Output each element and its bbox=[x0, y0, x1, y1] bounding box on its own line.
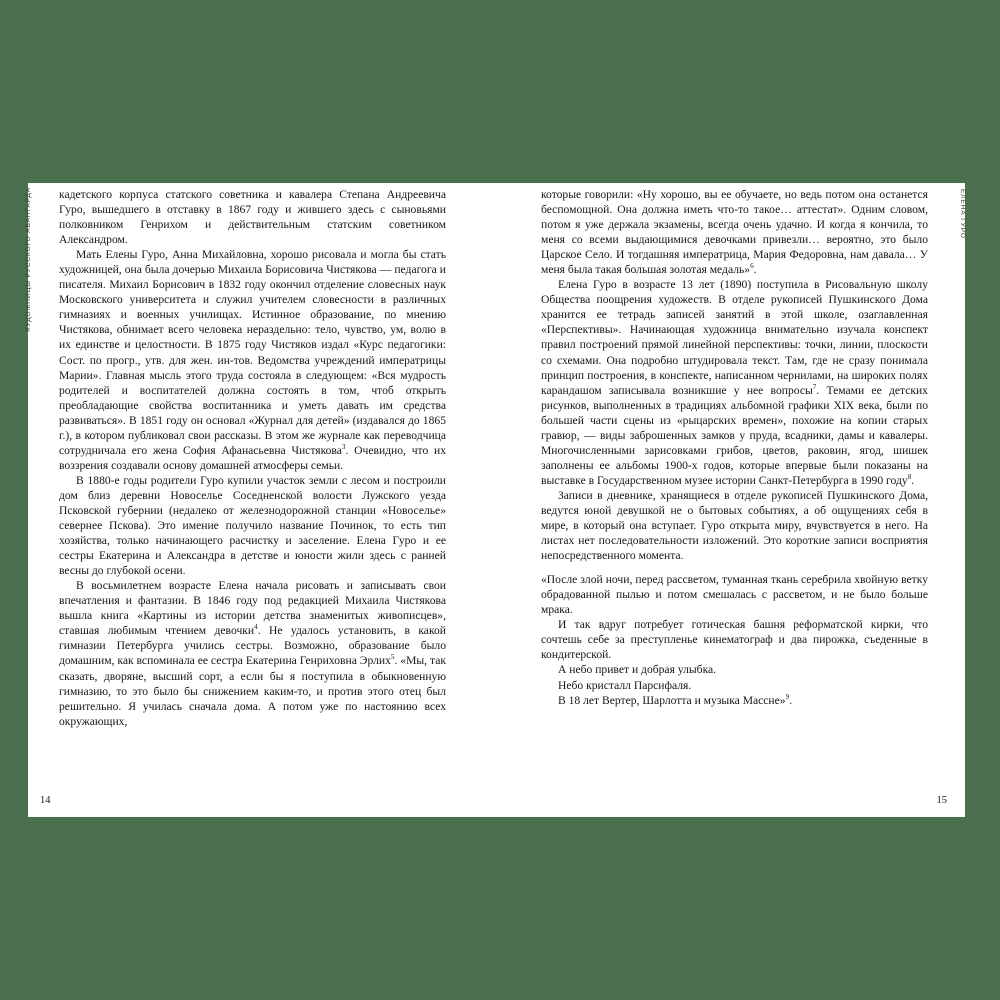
footnote-marker: 8 bbox=[907, 473, 912, 482]
footnote-marker: 7 bbox=[812, 382, 817, 391]
footnote-marker: 3 bbox=[341, 442, 346, 451]
paragraph: Записи в дневнике, хранящиеся в отделе рукописей Пушкинского Дома, ведутся юной девушкой не о бытовых событиях, а об ощущениях себя в мире, в который она вступает. Гуро открыта миру, вчувствуется в него. На листах нет последовательности изложений. Это короткие записи восприятия непосредственного момента. bbox=[541, 488, 928, 563]
running-head-right: ЕЛЕНА ГУРО bbox=[959, 189, 966, 239]
footnote-marker: 9 bbox=[785, 692, 790, 701]
paragraph: которые говорили: «Ну хорошо, вы ее обучаете, но ведь потом она останется беспомощной. Она должна иметь что-то такое… аттестат». Одним словом, потом я уже держала экзамены, всегда очень удачно. И когда я кончила, то меня со всеми выдающимися девочками привезли… вероятно, это было Царское Село. И тогдашняя императрица, Мария Федоровна, нам давала… У меня была такая большая золотая медаль»$^6$. bbox=[541, 188, 928, 277]
paragraph: Небо кристалл Парсифаля. bbox=[558, 678, 692, 692]
footnote-marker: 4 bbox=[254, 623, 258, 632]
paragraph: кадетского корпуса статского советника и кавалера Степана Андреевича Гуро, вышедшего в отставку в 1867 году и жившего здесь с сыновьями полковником Генрихом и действительным статским советником Александром. bbox=[59, 188, 446, 247]
paragraph: А небо привет и добрая улыбка. bbox=[558, 663, 717, 677]
running-head-left: ХУДОЖНИЦЫ РУССКОГО АВАНГАРДА bbox=[25, 187, 32, 332]
paragraph: В восьмилетнем возрасте Елена начала рисовать и записывать свои впечатления и фантазии. В 1846 году под редакцией Михаила Чистякова вышла книга «Картины из истории детства знаменитых живописцев», ставшая любимым чтением девочки$^4$. Не удалось установить, в какой гимназии Петербурга учились сестры. Возможно, образование было домашним, как вспоминала ее сестра Екатерина Генриховна Эрлих$^5$. «Мы, так сказать, дворяне, высший сорт, а если бы я поступила в обыкновенную гимназию, то это было бы снижением каким-то, и против этого отец был решительно. Я училась сначала дома. А потом уже по настоянию всех окружающих, bbox=[59, 579, 446, 728]
page-right bbox=[496, 183, 965, 817]
paragraph: Мать Елены Гуро, Анна Михайловна, хорошо рисовала и могла бы стать художницей, она была дочерью Михаила Борисовича Чистякова — педагога и писателя. Михаил Борисович в 1832 году окончил отделение словесных наук Московского университета и служил учителем словесности в различных гимназиях и военных училищах. Истинное образование, по мнению Чистякова, обнимает всего человека нераздельно: тело, чувство, ум, волю в их единстве и целостности. В 1875 году Чистяков издал «Курс педагогики: Сост. по прогр., утв. для жен. ин-тов. Ведомства учреждений императрицы Марии». Главная мысль этого труда состояла в следующем: «Вся мудрость родителей и воспитателей должна состоять в том, чтоб открыть преобладающие свойства воспитанника и уметь давать им средства развиваться». В 1851 году он основал «Журнал для детей» (издавался до 1865 г.), в котором публиковал свои рассказы. В этом же журнале как переводчица сотрудничала его жена София Афанасьевна Чистякова$^3$. Очевидно, что их воззрения создавали основу домашней атмосферы семьи. bbox=[59, 248, 446, 472]
paragraph: Елена Гуро в возрасте 13 лет (1890) поступила в Рисовальную школу Общества поощрения художеств. В отделе рукописей Пушкинского Дома хранится ее тетрадь записей занятий в этой школе, озаглавленная «Перспективы». Начинающая художница внимательно изучала конспект правил построений прямой линейной перспективы: точки, линии, плоскости со схемами. Она подробно штудировала текст. Там, где не сразу понимала принцип построения, в конспекте, написанном чернилами, на широких полях карандашом записывала возникшие у нее вопросы$^7$. Темами ее детских рисунков, выполненных в традициях альбомной графики XIX века, были по большей части сцены из «рыцарских времен», похожие на копии старых гравюр, — виды заброшенных замков у пруда, всадники, дамы и кавалеры. Многочисленными зарисовками грибов, цветов, раковин, ягод, шишек заполнены ее альбомы 1900-х годов, которые впервые были показаны на выставке в Государственном музее истории Санкт-Петербурга в 1990 году$^8$. bbox=[541, 278, 928, 487]
page-left bbox=[25, 183, 496, 817]
paragraph: В 1880-е годы родители Гуро купили участок земли с лесом и построили дом близ деревни Новоселье Соседненской волости Лужского уезда Псковской губернии (недалеко от железнодорожной станции «Новоселье» севернее Пскова). Это имение получило название Починок, то есть тип хозяйства, только начинающего расчистку и заселение. Елена Гуро и ее сестры Екатерина и Александра в детстве и юности жили здесь с ранней весны до глубокой осени. bbox=[59, 473, 446, 578]
paragraph: В 18 лет Вертер, Шарлотта и музыка Массне»$^9$. bbox=[558, 692, 793, 707]
footnote-marker: 5 bbox=[390, 653, 395, 662]
text-column-left bbox=[59, 187, 446, 729]
paragraph: И так вдруг потребует готическая башня реформатской кирки, что сочтешь себе за преступленье кинематограф и два пирожка, съеденные в кондитерской. bbox=[541, 618, 928, 662]
text-column-right bbox=[541, 187, 928, 708]
book-spread bbox=[25, 183, 966, 817]
page-number-left: 14 bbox=[40, 795, 51, 806]
footnote-marker: 6 bbox=[750, 262, 754, 271]
page-number-right: 15 bbox=[936, 795, 947, 806]
paragraph: «После злой ночи, перед рассветом, туманная ткань серебрила хвойную ветку обрадованной пылью и потом смешалась с рассветом, и не было больше мрака. bbox=[541, 573, 928, 617]
